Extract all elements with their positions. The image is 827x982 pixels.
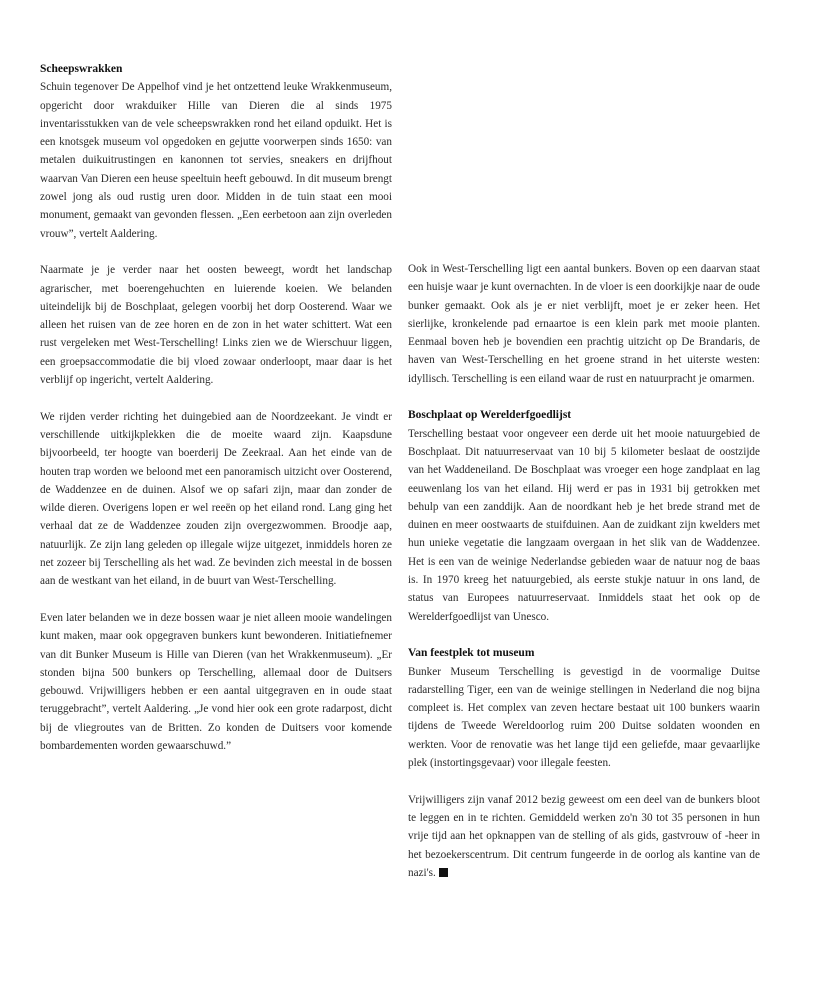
end-of-article-mark — [439, 868, 448, 877]
heading-scheepswrakken: Scheepswrakken — [40, 63, 123, 75]
paragraph-bunker-museum: Even later belanden we in deze bossen waar je niet alleen mooie wandelingen kunt maken, maar ook opgegraven bunkers kunt bewonderen. Initiatiefnemer van dit Bunker Museum is Hille van Dieren (van het Wrakkenmuseum). „Er stonden bijna 500 bunkers op Terschelling, allemaal door de Duitsers gebouwd. Vrijwilligers hebben er een aantal uitgegraven en in oude staat teruggebracht”, vertelt Aaldering. „Je vond hier ook een grote radarpost, dicht bij de vliegroutes van de Britten. Zo konden de Duitsers voor komende bombardementen worden gewaarschuwd.” — [40, 611, 392, 752]
paragraph-radarstelling-tiger: Bunker Museum Terschelling is gevestigd in de voormalige Duitse radarstelling Tiger, een van de weinige stellingen in Nederland die nog bijna compleet is. Het complex van zeven hectare bestaat uit 100 bunkers waarin tijdens de Tweede Wereldoorlog ruim 200 Duitse soldaten woonden en werkten. Voor de renovatie was het lange tijd een geliefde, maar gevaarlijke plek (instortingsgevaar) voor illegale feesten. — [408, 665, 760, 770]
paragraph-boschplaat-oosten: Naarmate je je verder naar het oosten beweegt, wordt het landschap agrarischer, met boerengehuchten en luierende koeien. We belanden uiteindelijk bij de Boschplaat, gelegen voorbij het dorp Oosterend. Waar we alleen het ruisen van de zee horen en de zon in het water schittert. Wat een rust vergeleken met West-Terschelling! Links zien we de Wierschuur liggen, een groepsaccommodatie die bij vloed zowaar onderloopt, maar daar is het verblijf op ingericht, vertelt Aaldering. — [40, 264, 392, 387]
heading-feestplek-museum: Van feestplek tot museum — [408, 647, 535, 660]
heading-boschplaat-werelderfgoed: Boschplaat op Werelderfgoedlijst — [408, 409, 572, 422]
paragraph-vrijwilligers-text: Vrijwilligers zijn vanaf 2012 bezig geweest om een deel van de bunkers bloot te leggen en in te richten. Gemiddeld werken zo'n 30 tot 35 personen in hun vrije tijd aan het opknappen van de stelling of als gids, gastvrouw of -heer in het bezoekerscentrum. Dit centrum fungeerde in de oorlog als kantine van de nazi's. — [408, 793, 760, 879]
paragraph-boschplaat-natuurgebied: Terschelling bestaat voor ongeveer een derde uit het mooie natuurgebied de Boschplaat. Dit natuurreservaat van 10 bij 5 kilometer beslaat de oostzijde van het Waddeneiland. De Boschplaat was vroeger een hoge zandplaat en lag eeuwenlang los van het eiland. Hij werd er pas in 1931 bij getrokken met behulp van een zanddijk. Aan de noordkant heb je het brede strand met de duinen en meer oostwaarts de stuifduinen. Aan de zuidkant zijn kwelders met hun unieke vegetatie die langzaam overgaan in het slik van de Waddenzee. Het is een van de weinige Nederlandse gebieden waar de natuur nog de baas is. In 1970 kreeg het natuurgebied, als eerste stukje natuur in ons land, de status van Europees natuurreservaat. Inmiddels staat het ook op de Werelderfgoedlijst van Unesco. — [408, 427, 760, 623]
paragraph-vrijwilligers — [408, 791, 760, 882]
paragraph-west-terschelling-bunkers: Ook in West-Terschelling ligt een aantal bunkers. Boven op een daarvan staat een huisje waar je kunt overnachten. In de vloer is een doorkijkje naar de oude bunker gemaakt. Ook als je er niet verblijft, moet je er zeker heen. Het sierlijke, kronkelende pad ernaartoe is een klein park met mooie planten. Eenmaal boven heb je bovendien een prachtig uitzicht op De Brandaris, de haven van West-Terschelling en het groene strand in het uiterste westen: idyllisch. Terschelling is een eiland waar de rust en natuurpracht je omarmen. — [408, 263, 760, 385]
paragraph-wrakkenmuseum: Schuin tegenover De Appelhof vind je het ontzettend leuke Wrakkenmuseum, opgericht door wrakduiker Hille van Dieren die al sinds 1975 inventarisstukken van de vele scheepswrakken rond het eiland opduikt. Het is een knotsgek museum vol opgedoken en gejutte voorwerpen sinds 1650: van metalen duikuitrustingen en kanonnen tot servies, sneakers en drijfhout waarvan Van Dieren een heuse speeltuin heeft gebouwd. In dit museum brengt zowel jong als oud rustig uren door. Midden in de tuin staat een mooi monument, gemaakt van gevonden flessen. „Een eerbetoon aan zijn overleden vrouw”, vertelt Aaldering. — [40, 81, 392, 240]
right-column — [408, 260, 760, 882]
paragraph-duingebied: We rijden verder richting het duingebied aan de Noordzeekant. Je vindt er verschillende uitkijkplekken die de moeite waard zijn. Kaapsdune bijvoorbeeld, ter hoogte van boerderij De Zeekraal. Aan het einde van de houten trap worden we beloond met een panoramisch uitzicht over Oosterend, de Waddenzee en de duinen. Alsof we op safari zijn, maar dan zonder de wilde dieren. Overigens lopen er wel reeën op het eiland rond. Lang ging het verhaal dat ze de Waddenzee zouden zijn overgezwommen. Broodje aap, natuurlijk. Ze zijn lang geleden op illegale wijze uitgezet, inmiddels horen ze net zozeer bij Terschelling als het wad. Ze bevinden zich meestal in de bossen aan de westkant van het eiland, in de buurt van West-Terschelling. — [40, 410, 392, 588]
left-column — [40, 60, 392, 755]
